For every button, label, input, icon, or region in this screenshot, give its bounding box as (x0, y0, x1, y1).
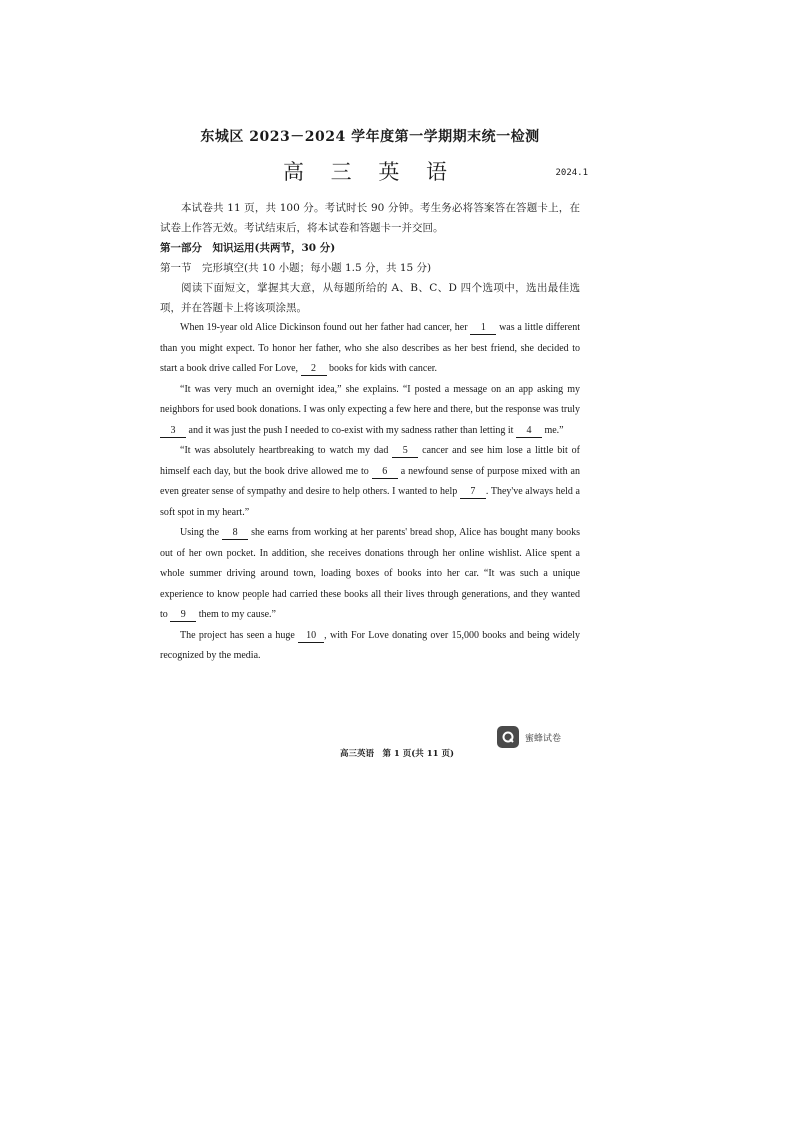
passage-paragraph-3: “It was absolutely heartbreaking to watch my dad 5 cancer and see him lose a little bit of himself each day, but the book drive allowed me to 6 a newfound sense of purpose mixed with an even greater sense of sympathy and desire to help others. I wanted to help 7 . They've always held a soft spot in my heart.” (160, 445, 580, 518)
blank-9: 9 (170, 609, 196, 622)
passage-paragraph-1: When 19-year old Alice Dickinson found out her father had cancer, her 1 was a little different than you might expect. To honor her father, who she also describes as her best friend, she decided to start a book drive called For Love, 2 books for kids with cancer. (160, 322, 580, 374)
blank-7: 7 (460, 486, 486, 499)
part-one-heading: 第一部分 知识运用(共两节，30 分) (160, 242, 336, 254)
exam-intro: 本试卷共 11 页，共 100 分。考试时长 90 分钟。考生务必将答案答在答题卡上，在试卷上作答无效。考试结束后，将本试卷和答题卡一并交回。 (160, 202, 580, 234)
blank-3: 3 (160, 425, 186, 438)
blank-10: 10 (298, 630, 324, 643)
exam-date: 2024.1 (555, 168, 588, 178)
q-logo-icon (497, 726, 519, 748)
cloze-passage (160, 318, 580, 667)
blank-2: 2 (301, 363, 327, 376)
section-one-heading: 第一节 完形填空(共 10 小题；每小题 1.5 分，共 15 分) (160, 262, 432, 274)
page-content (160, 124, 588, 667)
passage-paragraph-4: Using the 8 she earns from working at her parents' bread shop, Alice has bought many books out of her own pocket. In addition, she receives donations through her online wishlist. Alice spent a whole summer driving around town, loading boxes of books into her car. “It was such a unique experience to know people had carried these books all their lives through generations, and they wanted to 9 them to my cause.” (160, 527, 581, 620)
blank-1: 1 (470, 322, 496, 335)
blank-6: 6 (372, 466, 398, 479)
cloze-instructions: 阅读下面短文，掌握其大意，从每题所给的 A、B、C、D 四个选项中，选出最佳选项，并在答题卡上将该项涂黑。 (160, 282, 580, 314)
passage-paragraph-5: The project has seen a huge 10 , with For Love donating over 15,000 books and being widely recognized by the media. (160, 629, 580, 661)
watermark-text: 蜜蜂试卷 (525, 733, 562, 744)
blank-8: 8 (222, 527, 248, 540)
page-footer: 高三英语 第 1 页(共 11 页) (339, 749, 455, 759)
blank-5: 5 (392, 445, 418, 458)
subject-row (160, 156, 588, 190)
subject-title: 高 三 英 语 (282, 160, 458, 184)
passage-paragraph-2: “It was very much an overnight idea,” she explains. “I posted a message on an app asking my neighbors for used book donations. I was only expecting a few here and there, but the response was truly 3 and it was just the push I needed to co-exist with my sadness rather than letting it 4 me.” (160, 383, 580, 436)
blank-4: 4 (516, 425, 542, 438)
exam-title: 东城区 2023－2024 学年度第一学期期末统一检测 (200, 129, 540, 145)
watermark (497, 726, 561, 748)
